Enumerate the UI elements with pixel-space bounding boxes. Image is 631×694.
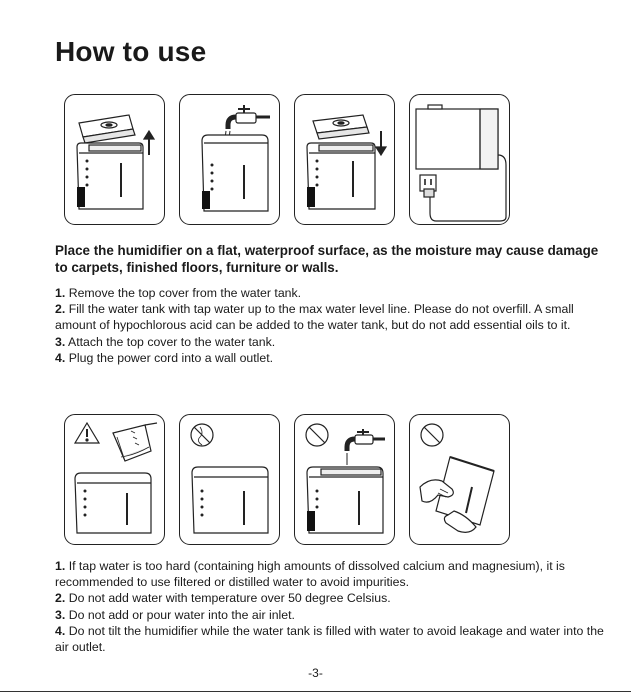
setup-step: 2. Fill the water tank with tap water up to the max water level line. Please do not overfill. A small amount of hypochlorous acid can be added to the water tank, but do not add essential oils to it. xyxy=(55,302,574,333)
caution-step: 2. Do not add water with temperature over 50 degree Celsius. xyxy=(55,591,391,606)
caution-step: 4. Do not tilt the humidifier while the water tank is filled with water to avoid leakage and water into the air outlet. xyxy=(55,623,604,655)
caution-steps-list xyxy=(55,558,605,655)
no-tilt-icon xyxy=(409,414,510,545)
warning-measuring-cup-icon xyxy=(64,414,165,545)
setup-step: 4. Plug the power cord into a wall outlet. xyxy=(55,350,274,365)
page-number: -3- xyxy=(308,666,323,680)
attach-cover-icon xyxy=(294,94,395,225)
page-title: How to use xyxy=(55,36,207,67)
setup-steps-list xyxy=(55,285,605,366)
caution-step: 3. Do not add or pour water into the air inlet. xyxy=(55,607,295,622)
placement-warning: Place the humidifier on a flat, waterproof surface, as the moisture may cause damage to carpets, finished floors, furniture or walls. xyxy=(55,243,599,275)
remove-cover-icon xyxy=(64,94,165,225)
setup-step: 1. Remove the top cover from the water tank. xyxy=(55,286,302,300)
setup-step: 3. Attach the top cover to the water tank. xyxy=(55,334,276,349)
no-hot-water-icon xyxy=(179,414,280,545)
fill-tap-icon xyxy=(179,94,280,225)
no-air-inlet-fill-icon xyxy=(294,414,395,545)
caution-step: 1. If tap water is too hard (containing high amounts of dissolved calcium and magnesium), it is recommended to use filtered or distilled water to avoid impurities. xyxy=(55,559,565,590)
plug-outlet-icon xyxy=(409,94,510,225)
bottom-rule xyxy=(0,691,631,692)
